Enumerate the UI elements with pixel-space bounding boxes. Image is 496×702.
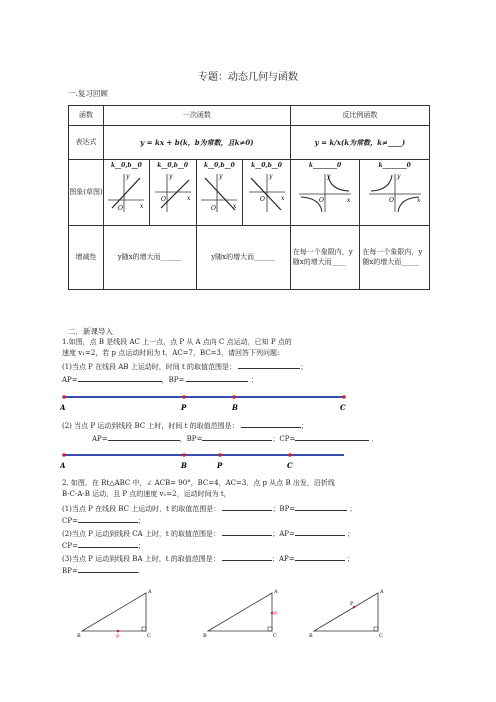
triangle-figure-p-on-ba xyxy=(306,585,406,641)
col-header-linear: 一次函数 xyxy=(103,106,290,126)
problem1-q1-range-blank[interactable] xyxy=(238,361,300,369)
problem2-q3-ap-blank[interactable] xyxy=(295,553,345,561)
problem1-q1-bp-blank[interactable] xyxy=(186,374,248,382)
right-angle-mark-1 xyxy=(142,627,146,631)
svg-text:x: x xyxy=(280,195,284,203)
inverse-graph-cell-2 xyxy=(360,160,430,226)
linear-graph-cell-4 xyxy=(243,160,291,226)
page-title: 专题：动态几何与函数 xyxy=(198,72,298,83)
svg-text:y: y xyxy=(168,173,173,181)
graph-increasing-negative-intercept xyxy=(151,170,195,214)
inverse-graph-cell-1 xyxy=(290,160,360,226)
problem2-q3-ap-label: ；AP= xyxy=(272,555,295,563)
svg-text:x: x xyxy=(347,197,351,205)
svg-text:y: y xyxy=(126,173,130,181)
tri3-label-p: P xyxy=(350,601,354,607)
inverse-sign-1: k________0 xyxy=(308,162,342,169)
tri1-label-p: P xyxy=(116,634,120,640)
linear-sign-3: k__0,b__0 xyxy=(203,162,235,169)
svg-text:O: O xyxy=(160,196,166,204)
problem2-q2-text: (2)当点 P 运动到线段 CA 上时，t 的取值范围是： xyxy=(62,530,220,538)
problem2-q2-cp: CP= ； xyxy=(62,542,145,550)
graph-hyperbola-quadrants-2-4 xyxy=(365,170,425,214)
svg-text:y: y xyxy=(396,173,401,181)
graph-hyperbola-quadrants-1-3 xyxy=(295,170,355,214)
problem2-q3-text: (3)当点 P 运动到线段 BA 上时，t 的取值范围是： xyxy=(62,555,220,563)
tri1-label-c: C xyxy=(147,633,151,639)
problem2-q1-cp-label: CP= xyxy=(62,517,78,525)
problem1-q2-lengths: AP= ，BP= ；CP= ． xyxy=(92,435,379,443)
linear-monotonicity-2: y随x的增大而______ xyxy=(196,226,290,290)
problem2-q3-bp-blank[interactable] xyxy=(78,565,138,573)
seg1-label-b: B xyxy=(232,403,238,412)
review-table xyxy=(68,105,430,290)
point-c-dot-2 xyxy=(288,453,292,457)
problem1-q2-bp-label: ，BP= xyxy=(179,435,203,443)
inverse-sign-2: k________0 xyxy=(378,162,411,169)
problem2-q3: (3)当点 P 运动到线段 BA 上时，t 的取值范围是： ；AP= ； xyxy=(62,555,354,563)
linear-graph-cell-3 xyxy=(196,160,243,226)
inverse-monotonicity-2: 在每一个象限内，y随x的增大而_____ xyxy=(360,226,430,290)
problem1-line2: 速度 v₁=2，若 p 点运动时间为 t，AC=7，BC=3，请回答下列问题: xyxy=(62,349,280,357)
problem2-q1-text: (1)当点 P 在线段 BC 上运动时，t 的取值范围是： xyxy=(62,505,221,513)
problem2-q2-ap-label: ；AP= xyxy=(272,530,295,538)
row-label-graph: 图象(草图) xyxy=(69,160,104,226)
tri1-label-a: A xyxy=(148,589,152,595)
problem1-line1: 1.如图，点 B 是线段 AC 上一点，点 P 从 A 点向 C 点运动，已知 P 点的 xyxy=(62,338,292,346)
problem2-q3-bp-label: BP= xyxy=(62,567,78,575)
triangle-figure-p-on-ca xyxy=(200,585,300,641)
problem1-q2-range-blank[interactable] xyxy=(241,420,301,428)
problem1-q2-ap-label: AP= xyxy=(92,435,108,443)
inverse-expression: y = k/x(k为常数，k≠____) xyxy=(290,126,429,160)
linear-sign-4: k__0,b__0 xyxy=(251,162,282,169)
segment-diagram-1 xyxy=(60,392,350,414)
problem2-q2-cp-label: CP= xyxy=(62,542,78,550)
seg1-label-a: A xyxy=(60,403,66,412)
problem1-q2-bp-blank[interactable] xyxy=(202,433,272,441)
problem2-q2-ap-blank[interactable] xyxy=(295,528,345,536)
tri2-label-c: C xyxy=(273,633,277,639)
point-c-dot xyxy=(342,395,346,399)
linear-sign-2: k__0,b__0 xyxy=(157,162,189,169)
svg-text:y: y xyxy=(327,173,331,181)
triangle-abc-2 xyxy=(208,593,272,631)
linear-expression: y = kx + b(k，b为常数，且k≠0) xyxy=(103,126,290,160)
section-review-heading: 一.复习回顾 xyxy=(68,89,108,98)
svg-text:y: y xyxy=(268,173,272,181)
segment-diagram-2 xyxy=(60,450,350,472)
right-angle-mark-3 xyxy=(374,627,378,631)
problem2-q1-range-blank[interactable] xyxy=(222,503,272,511)
point-a-dot-2 xyxy=(62,453,66,457)
seg2-label-p: P xyxy=(217,461,223,470)
problem1-q1-text: (1)当点 P 在线段 AB 上运动时，时间 t 的取值范围是： xyxy=(62,363,236,371)
problem2-q2-range-blank[interactable] xyxy=(222,528,272,536)
row-label-monotonicity: 增减性 xyxy=(69,226,104,290)
problem1-q1-ap-label: AP= xyxy=(62,376,78,384)
linear-graph-cell-2 xyxy=(149,160,196,226)
problem1-q2-cp-blank[interactable] xyxy=(295,433,369,441)
triangle-figure-p-on-bc xyxy=(74,585,174,641)
problem2-q1: (1)当点 P 在线段 BC 上运动时，t 的取值范围是： ；BP= ； xyxy=(62,505,357,513)
tri3-label-a: A xyxy=(380,589,384,595)
tri3-label-b: B xyxy=(309,633,313,639)
linear-graph-cell-1 xyxy=(103,160,149,226)
point-p-1 xyxy=(117,630,120,633)
problem1-q1-lengths: AP= ，BP= ； xyxy=(62,376,258,384)
linear-monotonicity-1: y随x的增大而______ xyxy=(103,226,196,290)
problem2-line2: B-C-A-B 运动，且 P 点的速度 v₁=2，运动时间为 t， xyxy=(62,490,231,498)
svg-text:x: x xyxy=(416,197,421,205)
row-label-expression: 表达式 xyxy=(69,126,104,160)
graph-decreasing-positive-intercept xyxy=(197,170,241,214)
graph-increasing-positive-intercept xyxy=(104,170,148,214)
section-new-lesson-heading: 二．新课导入 xyxy=(68,327,113,336)
seg1-label-p: P xyxy=(181,403,187,412)
col-header-function: 函数 xyxy=(69,106,104,126)
col-header-inverse: 反比例函数 xyxy=(290,106,429,126)
svg-text:O: O xyxy=(259,196,265,204)
point-p-dot-2 xyxy=(218,453,222,457)
svg-text:x: x xyxy=(140,203,144,211)
inverse-monotonicity-1: 在每一个象限内，y随x的增大而____ xyxy=(290,226,360,290)
tri2-label-a: A xyxy=(274,589,278,595)
problem1-q1-ap-blank[interactable] xyxy=(78,374,162,382)
svg-text:x: x xyxy=(233,203,237,211)
problem2-q1-cp: CP= ； xyxy=(62,517,145,525)
problem2-q1-bp-blank[interactable] xyxy=(295,503,347,511)
problem2-q1-cp-blank[interactable] xyxy=(78,515,138,523)
seg1-label-c: C xyxy=(340,403,346,412)
seg2-label-a: A xyxy=(60,461,66,470)
point-b-dot xyxy=(232,395,236,399)
linear-sign-1: k__0,b__0 xyxy=(110,162,142,169)
svg-text:O: O xyxy=(118,205,124,213)
seg2-label-c: C xyxy=(287,461,293,470)
problem2-q3-bp: BP= . xyxy=(62,567,140,575)
tri1-label-b: B xyxy=(77,633,81,639)
graph-decreasing-negative-intercept xyxy=(245,170,289,214)
problem1-q2: (2) 当点 P 运动到线段 BC 上时，时间 t 的取值范围是： ； xyxy=(62,422,308,430)
problem1-q2-text: (2) 当点 P 运动到线段 BC 上时，时间 t 的取值范围是： xyxy=(62,422,239,430)
tri2-label-p: P xyxy=(274,611,278,617)
problem2-line1: 2. 如图，在 Rt△ABC 中，∠ ACB= 90°，BC=4，AC=3．点 p 从点 B 出发，沿折线 xyxy=(62,479,335,487)
svg-text:x: x xyxy=(186,195,191,203)
point-a-dot xyxy=(62,395,66,399)
triangle-abc-1 xyxy=(82,593,146,631)
svg-text:y: y xyxy=(219,173,223,181)
problem2-q1-bp-label: ；BP= xyxy=(272,505,296,513)
point-b-dot-2 xyxy=(182,453,186,457)
problem2-q2-cp-blank[interactable] xyxy=(78,540,138,548)
tri3-label-c: C xyxy=(379,633,383,639)
problem1-q1: (1)当点 P 在线段 AB 上运动时，时间 t 的取值范围是： ； xyxy=(62,363,308,371)
svg-text:O: O xyxy=(388,197,394,205)
svg-text:O: O xyxy=(211,205,217,213)
problem1-q2-ap-blank[interactable] xyxy=(108,433,180,441)
svg-text:O: O xyxy=(319,197,324,205)
tri2-label-b: B xyxy=(203,633,207,639)
point-p-2 xyxy=(271,612,274,615)
problem2-q2: (2)当点 P 运动到线段 CA 上时，t 的取值范围是： ；AP= ； xyxy=(62,530,355,538)
point-p-dot xyxy=(182,395,186,399)
right-angle-mark-2 xyxy=(268,627,272,631)
triangle-abc-3 xyxy=(314,593,378,631)
seg2-label-b: B xyxy=(181,461,187,470)
problem1-q1-bp-label: ，BP= xyxy=(161,376,185,384)
problem2-q3-range-blank[interactable] xyxy=(222,553,272,561)
problem1-q2-cp-label: ；CP= xyxy=(272,435,296,443)
